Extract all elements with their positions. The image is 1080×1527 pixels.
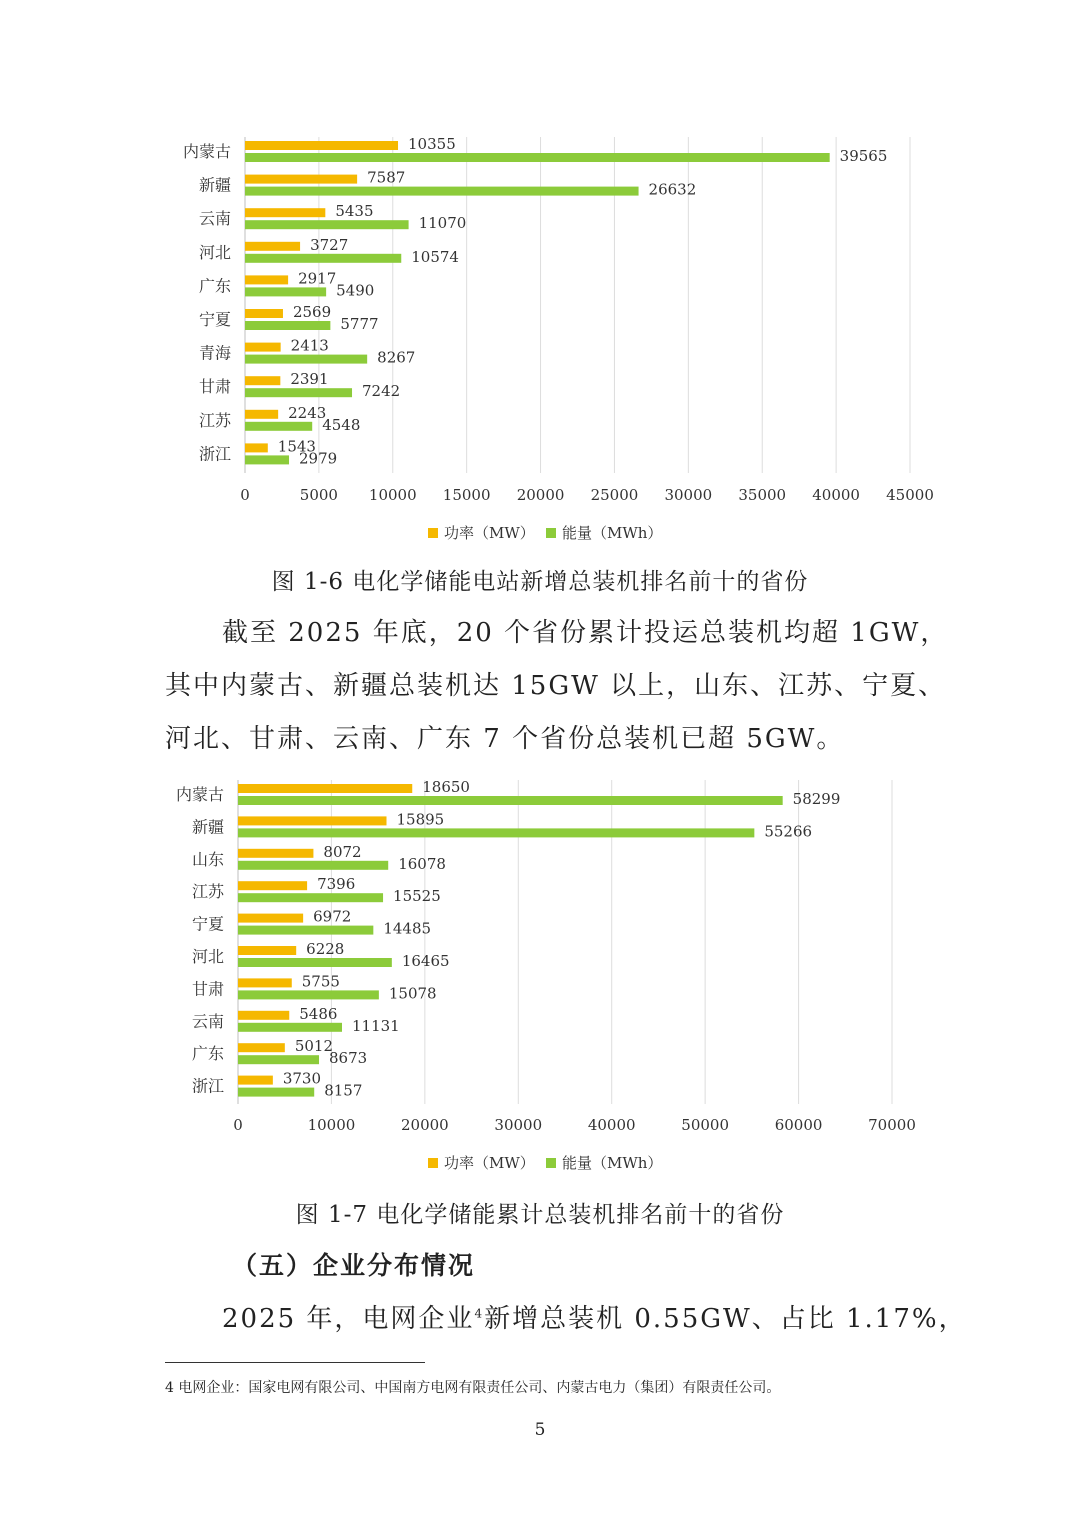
x-tick-label: 25000 (590, 486, 639, 504)
category-label: 甘肃 (191, 979, 224, 999)
power-bar (238, 1076, 273, 1085)
power-bar (238, 946, 296, 955)
value-label: 8072 (323, 842, 362, 861)
energy-bar (245, 153, 830, 162)
value-label: 5012 (294, 1037, 334, 1056)
paragraph-2 (222, 1298, 967, 1335)
category-label: 云南 (191, 1011, 224, 1031)
value-label: 11070 (418, 214, 467, 233)
power-bar (238, 816, 387, 825)
value-label: 14485 (383, 919, 432, 938)
power-bar (238, 881, 307, 890)
value-label: 2391 (290, 370, 329, 389)
power-bar (245, 343, 281, 352)
x-tick-label: 0 (240, 486, 250, 504)
value-label: 7242 (362, 382, 401, 401)
value-label: 18650 (422, 778, 470, 796)
category-label: 新疆 (191, 817, 224, 837)
x-tick-label: 10000 (307, 1116, 356, 1134)
x-tick-label: 30000 (494, 1116, 543, 1134)
x-tick-label: 50000 (681, 1116, 730, 1134)
category-label: 内蒙古 (175, 785, 224, 804)
value-label: 10355 (408, 135, 456, 153)
power-bar (245, 141, 398, 150)
energy-bar (238, 1023, 342, 1032)
legend-label: 功率（MW） (444, 1154, 535, 1172)
power-bar (238, 1011, 289, 1020)
power-bar (238, 914, 303, 923)
x-tick-label: 20000 (516, 486, 565, 504)
value-label: 16465 (401, 952, 450, 970)
value-label: 39565 (839, 147, 888, 165)
value-label: 5435 (335, 202, 374, 221)
value-label: 16078 (398, 854, 446, 873)
x-tick-label: 20000 (400, 1116, 449, 1134)
category-label: 河北 (198, 242, 231, 262)
value-label: 3727 (310, 235, 349, 254)
category-label: 广东 (191, 1044, 224, 1064)
energy-bar (245, 287, 326, 296)
category-label: 江苏 (198, 410, 231, 430)
x-tick-label: 40000 (812, 486, 860, 504)
power-bar (245, 410, 278, 419)
legend-swatch (546, 528, 556, 538)
value-label: 1543 (277, 437, 316, 456)
value-label: 2979 (299, 449, 338, 468)
x-tick-label: 60000 (774, 1116, 823, 1134)
legend-label: 能量（MWh） (562, 524, 663, 542)
value-label: 11131 (351, 1016, 400, 1035)
value-label: 5777 (340, 315, 379, 333)
chart-cumulative-installations (0, 770, 1080, 1180)
value-label: 15078 (388, 984, 437, 1003)
value-label: 5755 (301, 972, 340, 991)
energy-bar (245, 422, 312, 431)
power-bar (245, 443, 268, 452)
paragraph-line-3: 河北、甘肃、云南、广东 7 个省份总装机已超 5GW。 (165, 724, 845, 754)
value-label: 2413 (290, 336, 329, 355)
x-tick-label: 70000 (868, 1116, 916, 1134)
power-bar (245, 309, 283, 318)
value-label: 15895 (396, 810, 445, 829)
category-label: 河北 (191, 947, 224, 966)
chart-new-installations (0, 125, 1080, 555)
value-label: 2569 (292, 303, 332, 321)
value-label: 6972 (313, 907, 352, 926)
category-label: 新疆 (198, 175, 231, 195)
value-label: 2917 (298, 269, 337, 288)
footnote-divider (165, 1362, 425, 1363)
value-label: 6228 (306, 940, 345, 958)
energy-bar (238, 1055, 319, 1064)
energy-bar (238, 1088, 314, 1097)
x-tick-label: 40000 (587, 1116, 636, 1134)
x-tick-label: 0 (233, 1116, 243, 1134)
power-bar (245, 242, 300, 251)
value-label: 10574 (411, 247, 459, 266)
power-bar (245, 208, 325, 217)
legend-label: 功率（MW） (444, 524, 535, 542)
energy-bar (238, 828, 754, 837)
value-label: 15525 (393, 887, 441, 906)
value-label: 55266 (764, 822, 813, 841)
category-label: 青海 (198, 343, 231, 363)
power-bar (245, 175, 357, 184)
legend-label: 能量（MWh） (562, 1154, 663, 1172)
power-bar (238, 1043, 285, 1052)
legend-swatch (428, 528, 438, 538)
page-number: 5 (534, 1420, 546, 1440)
value-label: 5486 (299, 1004, 338, 1023)
value-label: 8267 (377, 348, 416, 367)
category-label: 宁夏 (198, 310, 231, 329)
paragraph-line-1: 截至 2025 年底，20 个省份累计投运总装机均超 1GW， (222, 618, 949, 648)
category-label: 江苏 (191, 882, 224, 902)
energy-bar (238, 861, 388, 870)
value-label: 8673 (329, 1049, 368, 1068)
footnote: 4 电网企业：国家电网有限公司、中国南方电网有限责任公司、内蒙古电力（集团）有限责任公司。 (165, 1380, 781, 1396)
energy-bar (238, 796, 783, 805)
legend-swatch (546, 1158, 556, 1168)
energy-bar (245, 254, 401, 263)
power-bar (245, 275, 288, 284)
energy-bar (238, 893, 383, 902)
section-heading: （五）企业分布情况 (232, 1251, 476, 1280)
power-bar (245, 376, 280, 385)
category-label: 浙江 (191, 1076, 224, 1096)
category-label: 甘肃 (198, 377, 231, 397)
energy-bar (238, 926, 373, 935)
value-label: 8157 (324, 1081, 363, 1100)
x-tick-label: 30000 (664, 486, 713, 504)
value-label: 26632 (648, 180, 697, 199)
value-label: 5490 (336, 281, 375, 300)
paragraph-line-2: 其中内蒙古、新疆总装机达 15GW 以上，山东、江苏、宁夏、 (165, 671, 947, 701)
power-bar (238, 784, 412, 793)
category-label: 广东 (198, 276, 231, 296)
power-bar (238, 978, 292, 987)
category-label: 宁夏 (191, 914, 224, 934)
x-tick-label: 5000 (299, 486, 338, 504)
category-label: 云南 (198, 209, 231, 229)
value-label: 4548 (322, 415, 361, 434)
energy-bar (245, 187, 639, 196)
energy-bar (245, 321, 330, 330)
x-tick-label: 35000 (738, 486, 787, 504)
category-label: 浙江 (198, 444, 231, 464)
value-label: 7587 (367, 168, 406, 187)
x-tick-label: 45000 (886, 486, 934, 504)
figure-caption-1-6: 图 1-6 电化学储能电站新增总装机排名前十的省份 (271, 569, 809, 595)
footnote-marker: 4 (474, 1306, 485, 1321)
x-tick-label: 10000 (368, 486, 417, 504)
energy-bar (238, 990, 379, 999)
energy-bar (245, 455, 289, 464)
value-label: 7396 (317, 875, 356, 894)
power-bar (238, 849, 313, 858)
paragraph-2-before: 2025 年，电网企业 (222, 1304, 475, 1334)
value-label: 58299 (792, 790, 841, 808)
category-label: 山东 (191, 849, 224, 869)
energy-bar (245, 220, 409, 229)
figure-caption-1-7: 图 1-7 电化学储能累计总装机排名前十的省份 (295, 1202, 785, 1228)
value-label: 2243 (288, 403, 327, 422)
energy-bar (245, 355, 367, 364)
legend-swatch (428, 1158, 438, 1168)
value-label: 3730 (282, 1069, 322, 1088)
energy-bar (238, 958, 392, 967)
x-tick-label: 15000 (442, 486, 491, 504)
category-label: 内蒙古 (182, 142, 231, 161)
energy-bar (245, 388, 352, 397)
paragraph-2-after: 新增总装机 0.55GW、占比 1.17%， (484, 1304, 967, 1334)
